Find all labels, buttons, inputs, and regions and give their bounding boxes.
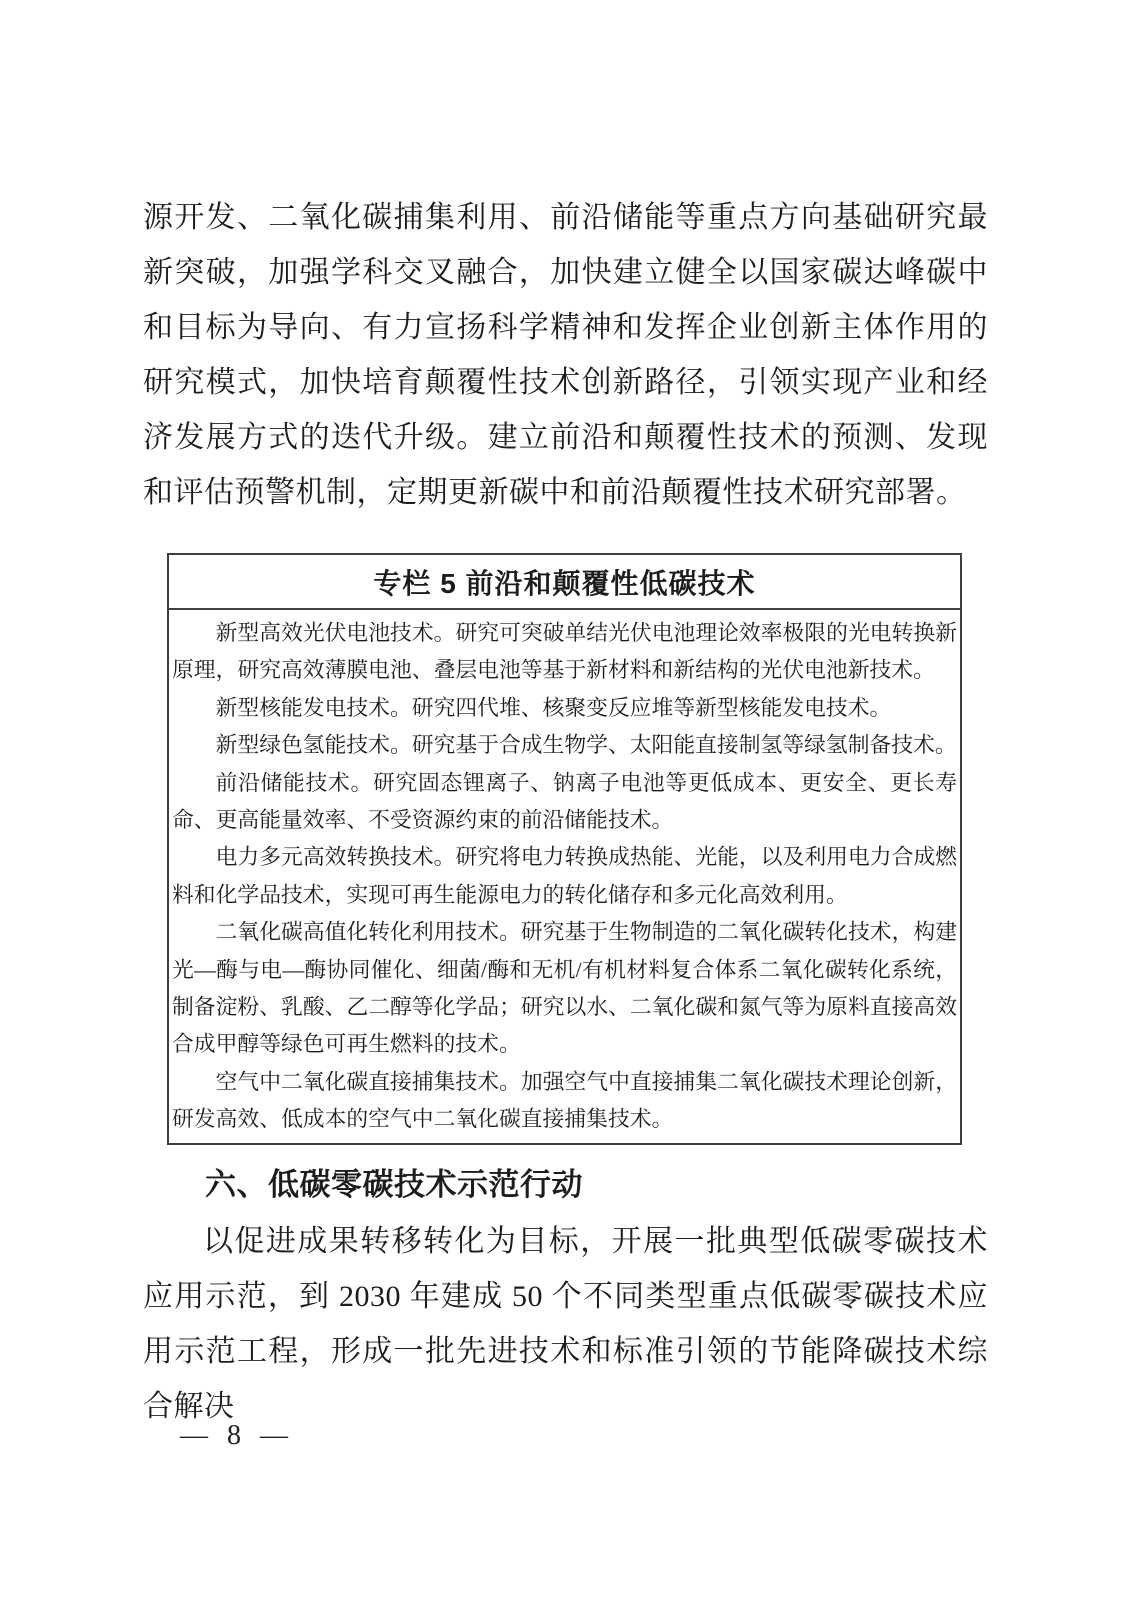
column-box-paragraph: 新型核能发电技术。研究四代堆、核聚变反应堆等新型核能发电技术。: [215, 695, 892, 720]
section-heading: 六、低碳零碳技术示范行动: [205, 1167, 583, 1202]
section-paragraph: 以促进成果转移转化为目标，开展一批典型低碳零碳技术应用示范，到 2030 年建成 50 个不同类型重点低碳零碳技术应用示范工程，形成一批先进技术和标准引领的节能降碳技术综合解决: [143, 1225, 988, 1423]
intro-paragraph: 源开发、二氧化碳捕集利用、前沿储能等重点方向基础研究最新突破，加强学科交叉融合，加快建立健全以国家碳达峰碳中和目标为导向、有力宣扬科学精神和发挥企业创新主体作用的研究模式，加快培育颠覆性技术创新路径，引领实现产业和经济发展方式的迭代升级。建立前沿和颠覆性技术的预测、发现和评估预警机制，定期更新碳中和前沿颠覆性技术研究部署。: [143, 201, 988, 509]
column-box-paragraph: 前沿储能技术。研究固态锂离子、钠离子电池等更低成本、更安全、更长寿命、更高能量效率、不受资源约束的前沿储能技术。: [172, 770, 957, 833]
column-5-box: [167, 553, 962, 1145]
page-number: — 8 —: [180, 1420, 294, 1451]
column-box-paragraph: 新型高效光伏电池技术。研究可突破单结光伏电池理论效率极限的光电转换新原理，研究高效薄膜电池、叠层电池等基于新材料和新结构的光伏电池新技术。: [172, 621, 957, 683]
column-box-title: 专栏 5 前沿和颠覆性低碳技术: [373, 567, 756, 599]
column-box-paragraph: 空气中二氧化碳直接捕集技术。加强空气中直接捕集二氧化碳技术理论创新，研发高效、低成本的空气中二氧化碳直接捕集技术。: [172, 1069, 957, 1132]
column-box-paragraph: 新型绿色氢能技术。研究基于合成生物学、太阳能直接制氢等绿氢制备技术。: [215, 733, 957, 758]
column-box-paragraph: 电力多元高效转换技术。研究将电力转换成热能、光能，以及利用电力合成燃料和化学品技术，实现可再生能源电力的转化储存和多元化高效利用。: [172, 845, 957, 907]
column-box-paragraph: 二氧化碳高值化转化利用技术。研究基于生物制造的二氧化碳转化技术，构建光—酶与电—酶协同催化、细菌/酶和无机/有机材料复合体系二氧化碳转化系统，制备淀粉、乳酸、乙二醇等化学品；研究以水、二氧化碳和氮气等为原料直接高效合成甲醇等绿色可再生燃料的技术。: [172, 920, 957, 1057]
column-box-body: [169, 610, 960, 1143]
column-box-header: [169, 555, 960, 610]
